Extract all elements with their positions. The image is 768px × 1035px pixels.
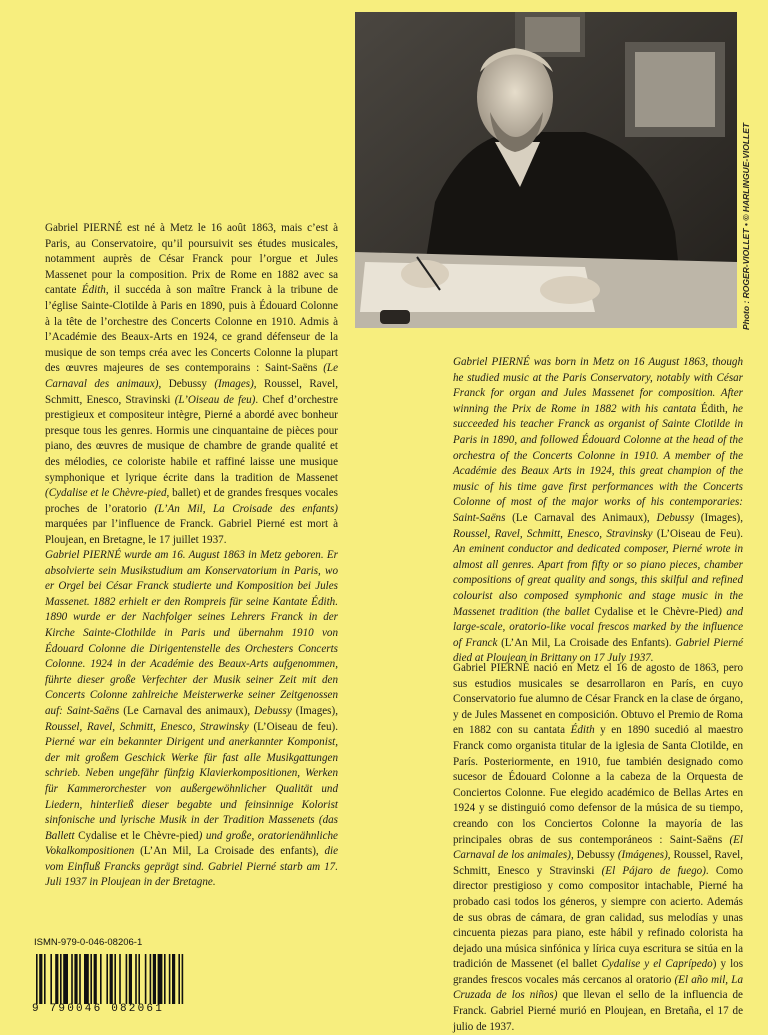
text-run: , he succeeded his teacher Franck as organist of Sainte Clotilde in Paris in 1890, and followed Édouard Colonne at the head of the orchestra of the Concerts Colonne in 1910. A member of the Académie des Beaux Arts in 1924, this great champion of the music of his time gave first performances with the Concerts Colonne of most of the major works of his contemporaries: Saint-Saëns: [453, 402, 743, 524]
text-run: (L’Oiseau de feu).: [253, 720, 338, 733]
german-biography: [45, 548, 338, 891]
text-run: que llevan el sello de la influencia de Franck. Gabriel Pierné murió en Ploujean, en Bretaña, el 17 de julio de 1937.: [453, 989, 743, 1033]
text-run: ) and large-scale, oratorio-like vocal frescos marked by the influence of Franck: [453, 605, 744, 649]
barcode-block: [30, 932, 226, 1018]
text-run: ) und große, oratorienähnliche Vokalkompositionen: [45, 829, 338, 858]
text-run: , Debussy: [158, 377, 215, 390]
text-run: , il succéda à son maître Franck à la tribune de l’église Sainte-Clotilde à Paris en 1890, puis à Édouard Colonne à la tête de l’orchestre des Concerts Colonne en 1910. Admis à l’Académie des Beaux-Arts en 1924, ce grand défenseur de la musique de son temps créa avec les Concerts Colonne la plupart des œuvres majeures de ses contemporains : Saint-Saëns: [45, 284, 338, 375]
text-run: (L’An Mil, La Croisade des Enfants).: [501, 636, 676, 649]
ismn-label: ISMN-979-0-046-08206-1: [34, 937, 143, 948]
text-run: (El año mil, La Cruzada de los niños): [453, 973, 743, 1002]
text-run: Édith: [570, 724, 595, 737]
text-run: Roussel, Ravel, Schmitt, Enesco, Stravinsky: [453, 527, 657, 540]
barcode-icon: [36, 954, 222, 1004]
text-run: (L’Oiseau de Feu).: [656, 527, 744, 540]
portrait-illustration: [355, 12, 737, 328]
text-run: die vom Einfluß Francks geprägt sind. Gabriel Pierné starb am 17. Juli 1937 in Ploujean in der Bretagne.: [45, 845, 339, 889]
text-run: (Le Carnaval des Animaux),: [512, 511, 657, 524]
text-run: , Roussel, Ravel, Schmitt, Enesco, Stravinski: [45, 377, 338, 406]
text-run: Cydalise et le Chèvre-pied: [78, 829, 199, 842]
text-run: , ballet) et de grandes fresques vocales proches de l’oratorio: [45, 487, 338, 515]
text-run: ) y los grandes frescos vocales más cercanos al oratorio: [453, 958, 744, 986]
text-run: , Debussy: [570, 849, 618, 862]
text-run: . Chef d’orchestre prestigieux et compositeur intègre, Pierné a abordé avec bonheur presque tous les genres. Hormis une cinquantaine de pièces pour piano, des œuvres de musique de chambre de grande qualité et des mélodies, ce coloriste habile et raffiné laisse une musique symphonique et lyrique écrite dans la tradition de Massenet: [45, 393, 338, 484]
text-run: Debussy: [254, 704, 296, 717]
portrait-photo: [355, 12, 737, 328]
english-biography: [453, 355, 743, 667]
text-run: (El Carnaval de los animales): [453, 833, 743, 862]
text-run: (Imágenes): [617, 849, 668, 862]
text-run: Cydalise y el Caprípedo: [601, 958, 713, 971]
text-run: . Como director prestigioso y como compositor intachable, Pierné ha probado casi todos los géneros, y siempre con acierto. Además de sus obras de cámara, de gran calidad, sus melodías y unas cincuenta piezas para piano, este hábil y refinado colorista ha dejado una música sinfónica y lírica cuya escritura se sitúa en la tradición de Massenet (el ballet: [453, 864, 743, 971]
text-run: (Images): [214, 377, 254, 390]
text-run: Gabriel PIERNÉ est né à Metz le 16 août 1863, mais c’est à Paris, au Conservatoire, qu’il poursuivit ses études musicales, notamment auprès de César Franck pour l’orgue et Jules Massenet pour la composition. Prix de Rome en 1882 avec sa cantate: [45, 222, 338, 297]
text-run: (El Pájaro de fuego): [601, 864, 706, 877]
text-run: Gabriel PIERNÉ nació en Metz el 16 de agosto de 1863, pero sus estudios musicales se desarrollaron en París, en cuyo Conservatorio fue alumno de César Franck en la clase de órgano, y de Jules Massenet en composición. Obtuvo el Premio de Roma en 1882 con su cantata: [453, 662, 743, 737]
text-run: Pierné war ein bekannter Dirigent und anerkannter Komponist, der mit großem Geschick Werke für fast alle Musikgattungen schrieb. Neben ungefähr fünfzig Klavierkompositionen, Werken für Kammerorchester von außergewöhnlicher Qualität und Liedern, hinterließ dieser begabte und feinsinnige Kolorist sinfonische und lyrische Musik in der Tradition Massenets (das Ballett: [45, 736, 338, 842]
text-run: y en 1890 sucedió al maestro Franck como organista titular de la iglesia de Santa Clotilde, en París. Posteriormente, en 1910, fue también designado como sucesor de Édouard Colonne a la cabeza de la Orquesta de Conciertos Colonne. Fue elegido académico de Bellas Artes en 1924 y se distinguió como defensor de la música de su tiempo, creando con los Conciertos Colonne la mayoría de las principales obras de sus contemporáneos : Saint-Saëns: [453, 724, 743, 846]
text-run: Roussel, Ravel, Schmitt, Enesco, Strawinsky: [45, 720, 254, 733]
text-run: Gabriel PIERNÉ wurde am 16. August 1863 in Metz geboren. Er absolvierte sein Musikstudium am Konservatorium in Paris, wo er Orgel bei César Franck studierte und Komposition bei Jules Massenet. 1882 erhielt er den Rompreis für seine Kantate Édith. 1890 wurde er der Nachfolger seines Lehrers Franck in der Kirche Sainte-Clothilde in Paris und übernahm 1910 von Édouard Colonne die Dirigentenstelle des Orchesters Concerts Colonne. 1924 in der Académie des Beaux-Arts aufgenommen, führte dieser große Verfechter der Musik seiner Zeit mit den Concerts Colonne zahlreiche Meisterwerke seiner Zeitgenossen auf: Saint-Saëns: [45, 549, 338, 717]
text-run: Debussy: [656, 511, 701, 524]
text-run: (Le Carnaval des animaux): [45, 362, 338, 390]
text-run: Gabriel Pierné died at Ploujean in Brittany on 17 July 1937.: [453, 636, 744, 665]
text-run: (L’Oiseau de feu): [174, 393, 256, 406]
text-run: Cydalise et le Chèvre-Pied: [594, 605, 719, 618]
text-run: An eminent conductor and dedicated composer, Pierné wrote in almost all genres. Apart from fifty or so piano pieces, chamber compositions of great quality and songs, this skilful and refined colourist also composed symphonic and stage music in the Massenet tradition (the ballet: [453, 543, 743, 618]
text-run: marquées par l’influence de Franck. Gabriel Pierné est mort à Ploujean, en Bretagne, le 17 juillet 1937.: [45, 518, 338, 546]
text-run: (Images),: [700, 511, 743, 524]
text-run: (Images),: [295, 704, 338, 717]
text-run: Édith: [700, 402, 725, 415]
spanish-biography: [453, 661, 743, 1035]
text-run: Édith: [81, 284, 106, 297]
text-run: (L’An Mil, La Croisade des enfants),: [140, 845, 325, 858]
text-run: (Le Carnaval des animaux),: [123, 704, 255, 717]
french-biography: [45, 221, 338, 548]
text-run: (L’An Mil, La Croisade des enfants): [154, 502, 339, 515]
text-run: , Roussel, Ravel, Schmitt, Enesco y Stravinski: [453, 849, 744, 877]
text-run: Gabriel PIERNÉ was born in Metz on 16 August 1863, though he studied music at the Paris Conservatory, notably with César Franck for organ and Jules Massenet for composition. After winning the Prix de Rome in 1882 with his cantata: [453, 356, 743, 415]
barcode-number: 9 790046 082061: [32, 1003, 165, 1015]
text-run: (Cydalise et le Chèvre-pied: [45, 487, 167, 500]
